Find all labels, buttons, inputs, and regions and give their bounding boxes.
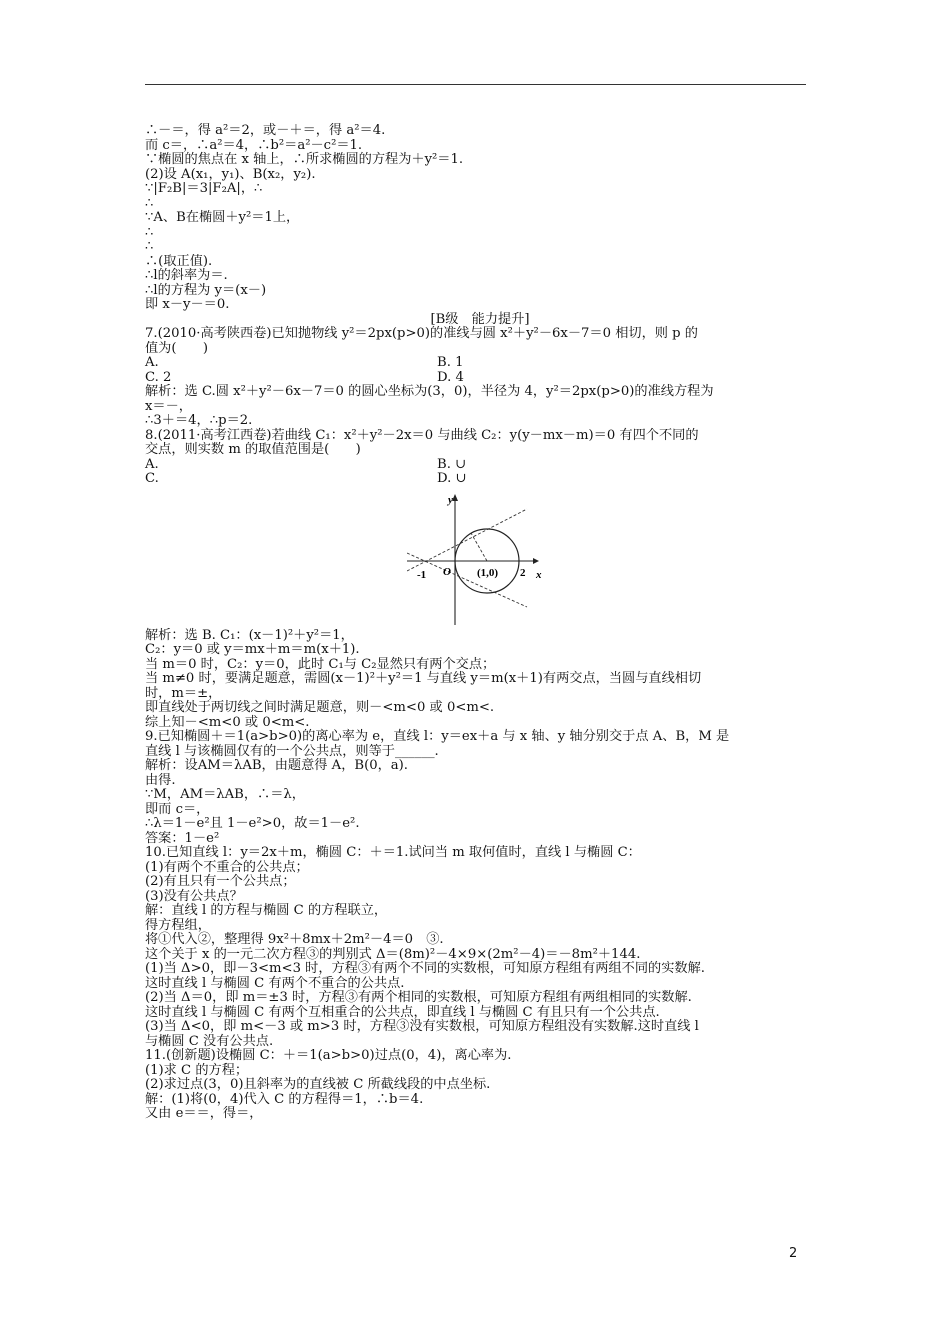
solutions-8-to-11 (145, 629, 815, 1122)
minus-one-label: -1 (417, 568, 427, 581)
option-row (145, 371, 815, 386)
text-line: 8.(2011·高考江西卷)若曲线 C₁：x²＋y²－2x＝0 与曲线 C₂：y(y－mx－m)＝0 有四个不同的 (145, 427, 699, 443)
question-8-options (145, 458, 815, 487)
option-text: A. (145, 355, 159, 370)
circle-tangent-figure (407, 489, 815, 629)
section-title: [B级 能力提升] (430, 311, 530, 327)
text-line: ∴－＝，得 a²＝2，或－＋＝，得 a²＝4. (145, 123, 386, 138)
text-line: (3)当 Δ<0，即 m<－3 或 m>3 时，方程③没有实数根，可知原方程组没有实数解.这时直线 l (145, 1019, 699, 1034)
text-line: 得方程组， (145, 917, 211, 933)
x-label: x (536, 568, 542, 581)
text-line: 答案：1－e² (145, 830, 220, 846)
option-text: D. 4 (437, 369, 464, 385)
text-line: 这时直线 l 与椭圆 C 有两个不重合的公共点. (145, 975, 405, 991)
text-line: 由得. (145, 772, 176, 788)
text-line: 时，m＝±， (145, 685, 222, 701)
text-line: (2)设 A(x₁，y₁)、B(x₂，y₂). (145, 166, 316, 182)
center-label: (1,0) (477, 566, 499, 579)
text-line: 综上知－<m<0 或 0<m<. (145, 714, 310, 730)
text-line: (3)没有公共点？ (145, 888, 243, 904)
text-line: x＝－， (145, 398, 192, 414)
text-line: 解析：选 B. C₁：(x－1)²＋y²＝1， (145, 627, 354, 643)
text-line: C₂：y＝0 或 y＝mx＋m＝m(x＋1). (145, 642, 360, 657)
text-line: 解析：选 C.圆 x²＋y²－6x－7＝0 的圆心坐标为(3，0)，半径为 4，y²＝2px(p>0)的准线方程为 (145, 384, 714, 399)
text-line: ∴λ＝1－e²且 1－e²>0，故＝1－e². (145, 816, 360, 831)
text-line: ∵椭圆的焦点在 x 轴上，∴所求椭圆的方程为＋y²＝1. (145, 152, 464, 167)
text-line: ∵M，AM＝λAB，∴＝λ， (145, 787, 305, 802)
solution-part-1 (145, 124, 815, 313)
radius-line (471, 533, 487, 561)
text-line: 当 m＝0 时，C₂：y＝0，此时 C₁与 C₂显然只有两个交点； (145, 656, 496, 672)
option-row (145, 458, 815, 473)
text-line: 解：直线 l 的方程与椭圆 C 的方程联立， (145, 903, 388, 918)
option-row (145, 356, 815, 371)
text-line: ∵|F₂B|＝3|F₂A|，∴ (145, 181, 263, 196)
document-body (145, 124, 815, 1122)
option-text: B. ∪ (437, 456, 467, 472)
text-line: 即 x－y－＝0. (145, 297, 230, 312)
text-line: 值为( ) (145, 340, 209, 356)
option-text: A. (145, 456, 159, 472)
y-axis-arrow (452, 494, 458, 501)
text-line: (2)有且只有一个公共点； (145, 874, 296, 889)
tangent-line-upper (407, 509, 527, 571)
x-axis-arrow (533, 558, 539, 564)
text-line: 解：(1)将(0，4)代入 C 的方程得＝1，∴b＝4. (145, 1091, 424, 1107)
text-line: 10.已知直线 l：y＝2x＋m，椭圆 C：＋＝1.试问当 m 取何值时，直线 l 与椭圆 C： (145, 845, 641, 860)
origin-label: O (443, 565, 451, 578)
option-text: D. ∪ (437, 471, 467, 486)
text-line: 解析：设AM＝λAB，由题意得 A，B(0，a). (145, 758, 408, 773)
text-line: 即直线处于两切线之间时满足题意，则－<m<0 或 0<m<. (145, 700, 495, 715)
text-line: 将①代入②，整理得 9x²＋8mx＋2m²－4＝0 ③. (145, 932, 444, 947)
figure-svg (407, 489, 547, 629)
text-line: 当 m≠0 时，要满足题意，需圆(x－1)²＋y²＝1 与直线 y＝m(x＋1)有两交点，当圆与直线相切 (145, 671, 702, 686)
question-7-options (145, 356, 815, 385)
text-line: (2)求过点(3，0)且斜率为的直线被 C 所截线段的中点坐标. (145, 1077, 491, 1092)
header-rule (145, 84, 806, 85)
text-line: (1)当 Δ>0，即－3<m<3 时，方程③有两个不同的实数根，可知原方程组有两组不同的实数解. (145, 961, 705, 976)
page-number: 2 (789, 1246, 798, 1261)
option-row (145, 472, 815, 487)
option-text: C. (145, 471, 159, 486)
text-line: ∴l的斜率为＝. (145, 268, 228, 283)
text-line: 11.(创新题)设椭圆 C：＋＝1(a>b>0)过点(0，4)，离心率为. (145, 1048, 512, 1063)
text-line: ∵A、B在椭圆＋y²＝1上， (145, 210, 300, 225)
text-line: 交点，则实数 m 的取值范围是( ) (145, 442, 361, 457)
option-text: C. 2 (145, 369, 172, 385)
two-label: 2 (520, 566, 526, 579)
text-line: ∴l的方程为 y＝(x－) (145, 282, 267, 298)
y-label: y (448, 493, 453, 506)
text-line: ∴3＋＝4，∴p＝2. (145, 413, 253, 428)
text-line: 9.已知椭圆＋＝1(a>b>0)的离心率为 e，直线 l：y＝ex＋a 与 x 轴、y 轴分别交于点 A、B，M 是 (145, 729, 730, 744)
text-line: 又由 e＝＝，得＝， (145, 1106, 263, 1121)
text-line: ∴(取正值). (145, 253, 213, 269)
question-7 (145, 327, 815, 356)
text-line: 这时直线 l 与椭圆 C 有两个互相重合的公共点，即直线 l 与椭圆 C 有且只有一个公共点. (145, 1004, 660, 1020)
text-line: 即而 c＝， (145, 801, 210, 817)
text-line: 7.(2010·高考陕西卷)已知抛物线 y²＝2px(p>0)的准线与圆 x²＋y²－6x－7＝0 相切，则 p 的 (145, 326, 698, 341)
text-line: 这个关于 x 的一元二次方程③的判别式 Δ＝(8m)²－4×9×(2m²－4)＝－8m²＋144. (145, 946, 641, 962)
option-text: B. 1 (437, 355, 464, 370)
text-line: (1)有两个不重合的公共点； (145, 859, 309, 875)
text-line: ∴ (145, 239, 154, 254)
question-8 (145, 385, 815, 458)
text-line: ∴ (145, 224, 154, 240)
text-line: (2)当 Δ＝0，即 m＝±3 时，方程③有两个相同的实数根，可知原方程组有两组相同的实数解. (145, 990, 692, 1005)
text-line: ∴ (145, 195, 154, 211)
text-line: 而 c＝，∴a²＝4，∴b²＝a²－c²＝1. (145, 137, 363, 153)
text-line: 与椭圆 C 没有公共点. (145, 1033, 274, 1049)
text-line: 直线 l 与该椭圆仅有的一个公共点，则等于______. (145, 743, 439, 759)
text-line: (1)求 C 的方程； (145, 1062, 249, 1078)
